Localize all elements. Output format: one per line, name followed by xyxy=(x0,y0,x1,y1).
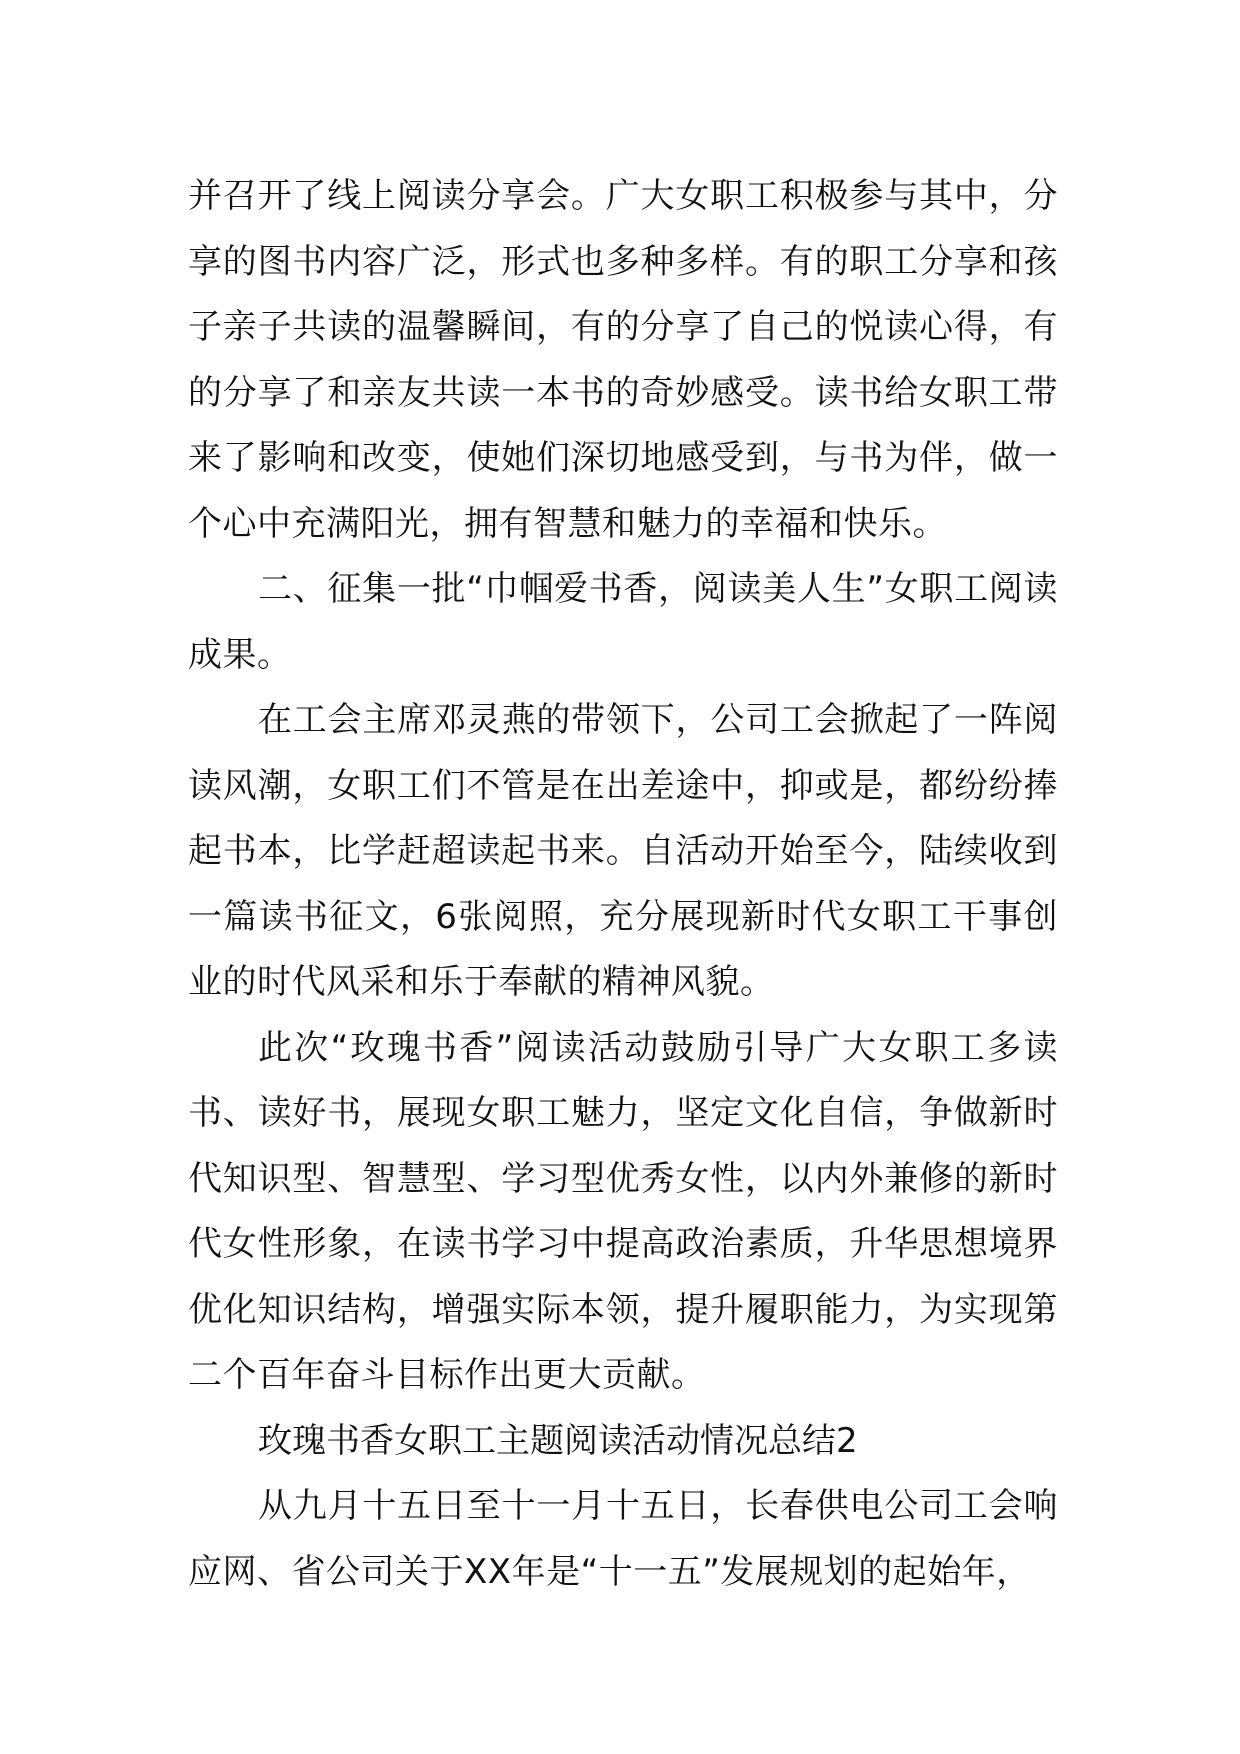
paragraph-continued: 并召开了线上阅读分享会。广大女职工积极参与其中，分享的图书内容广泛，形式也多种多样。有的职工分享和孩子亲子共读的温馨瞬间，有的分享了自己的悦读心得，有的分享了和亲友共读一本书的奇妙感受。读书给女职工带来了影响和改变，使她们深切地感受到，与书为伴，做一个心中充满阳光，拥有智慧和魅力的幸福和快乐。 xyxy=(188,176,1058,544)
paragraph-summary: 此次“玫瑰书香”阅读活动鼓励引导广大女职工多读书、读好书，展现女职工魅力，坚定文化自信，争做新时代知识型、智慧型、学习型优秀女性，以内外兼修的新时代女性形象，在读书学习中提高政治素质，升华思想境界优化知识结构，增强实际本领，提升履职能力，为实现第二个百年奋斗目标作出更大贡献。 xyxy=(188,1027,1058,1395)
paragraph-union-activity: 在工会主席邓灵燕的带领下，公司工会掀起了一阵阅读风潮，女职工们不管是在出差途中，抑或是，都纷纷捧起书本，比学赶超读起书来。自活动开始至今，陆续收到一篇读书征文，6张阅照，充分展现新时代女职工干事创业的时代风采和乐于奉献的精神风貌。 xyxy=(188,700,1058,1002)
document-body xyxy=(188,164,1058,1605)
paragraph-intro-2: 从九月十五日至十一月十五日，长春供电公司工会响应网、省公司关于XX年是“十一五”发展规划的起始年， xyxy=(188,1486,1058,1592)
document-title-2: 玫瑰书香女职工主题阅读活动情况总结2 xyxy=(258,1420,858,1461)
section-heading-2: 二、征集一批“巾帼爱书香，阅读美人生”女职工阅读成果。 xyxy=(188,569,1058,675)
